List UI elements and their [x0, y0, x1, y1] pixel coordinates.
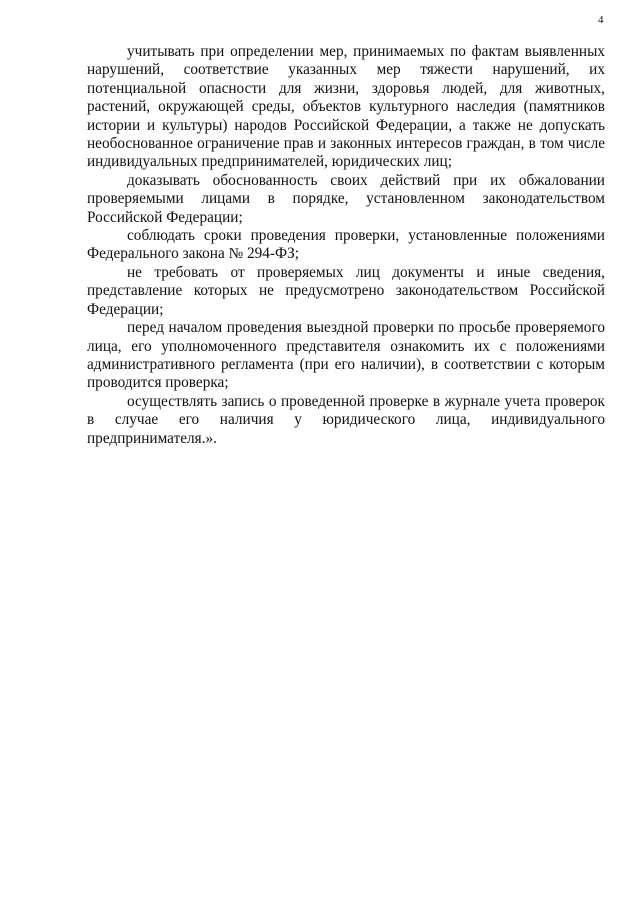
paragraph-familiarize-regulation: перед началом проведения выездной проверки по просьбе проверяемого лица, его уполномоченного представителя ознакомить их с положениями административного регламента (при его наличии), в соответствии с которым проводится проверка;	[87, 319, 605, 392]
paragraph-consider-measures: учитывать при определении мер, принимаемых по фактам выявленных нарушений, соответствие указанных мер тяжести нарушений, их потенциальной опасности для жизни, здоровья людей, для животных, растений, окружающей среды, объектов культурного наследия (памятников истории и культуры) народов Российской Федерации, а также не допускать необоснованное ограничение прав и законных интересов граждан, в том числе индивидуальных предпринимателей, юридических лиц;	[87, 43, 605, 171]
paragraph-inspection-log-entry: осуществлять запись о проведенной проверке в журнале учета проверок в случае его наличия у юридического лица, индивидуального предпринимателя.».	[87, 392, 605, 447]
document-body	[87, 43, 605, 448]
paragraph-justify-actions: доказывать обоснованность своих действий при их обжаловании проверяемыми лицами в порядке, установленном законодательством Российской Федерации;	[87, 171, 605, 226]
paragraph-no-extra-documents: не требовать от проверяемых лиц документы и иные сведения, представление которых не предусмотрено законодательством Российской Федерации;	[87, 263, 605, 318]
page-number: 4	[598, 14, 604, 26]
paragraph-observe-deadlines: соблюдать сроки проведения проверки, установленные положениями Федерального закона № 294-ФЗ;	[87, 227, 605, 263]
